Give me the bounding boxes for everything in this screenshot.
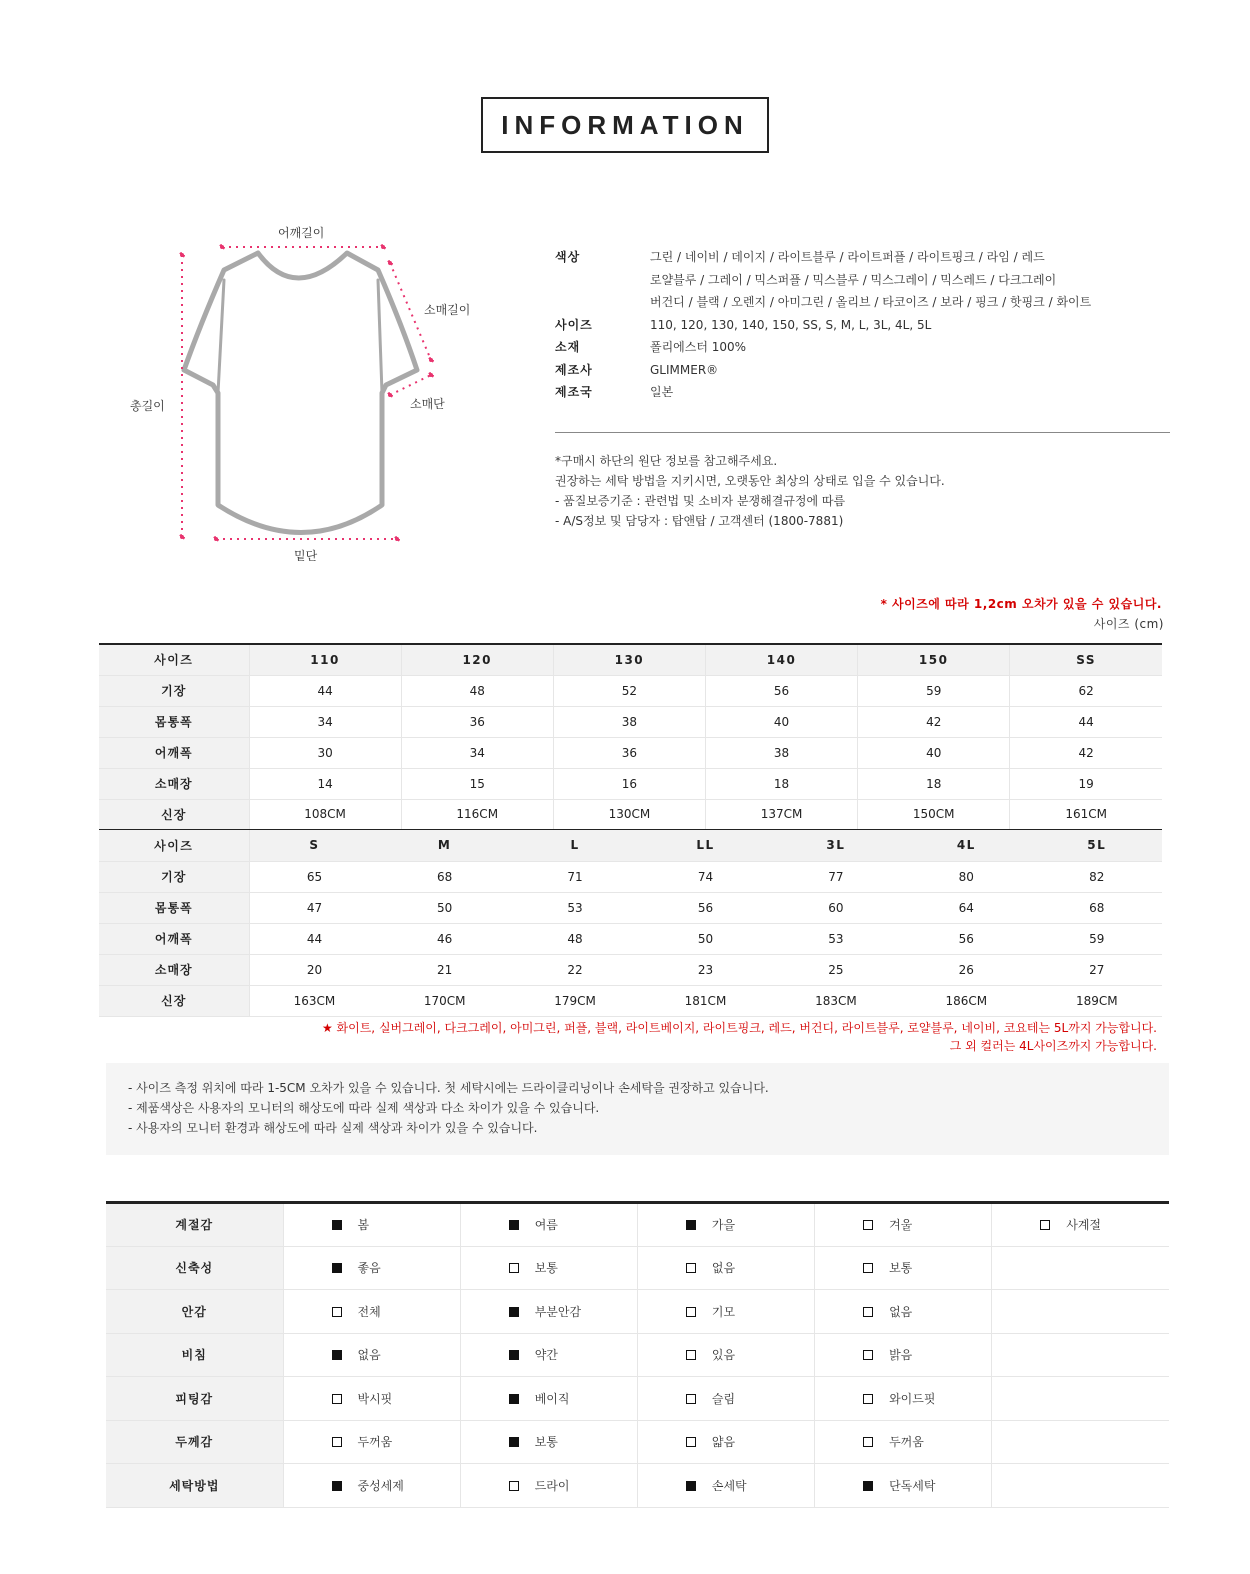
size-cell: 56 <box>640 892 770 923</box>
property-label: 두께감 <box>106 1420 283 1464</box>
size-cell: 47 <box>249 892 379 923</box>
page-title: INFORMATION <box>501 109 749 140</box>
property-option-text: 약간 <box>534 1348 558 1363</box>
size-row-label: 몸통폭 <box>99 706 249 737</box>
size-header-cell: 5L <box>1032 830 1162 861</box>
size-cell: 56 <box>705 675 857 706</box>
checked-box-icon <box>332 1481 342 1491</box>
property-option-text: 두꺼움 <box>357 1435 393 1450</box>
size-row-label: 신장 <box>99 985 249 1016</box>
unchecked-box-icon <box>332 1307 342 1317</box>
info-row <box>555 359 1091 382</box>
size-cell: 68 <box>1032 892 1162 923</box>
size-row <box>99 923 1162 954</box>
size-cell: 68 <box>379 861 509 892</box>
size-cell: 74 <box>640 861 770 892</box>
unchecked-box-icon <box>509 1263 519 1273</box>
note-line: - A/S정보 및 담당자 : 탑앤탑 / 고객센터 (1800-7881) <box>555 514 844 528</box>
size-cell: 62 <box>1010 675 1162 706</box>
property-option <box>992 1377 1169 1421</box>
size-cell: 44 <box>1010 706 1162 737</box>
unchecked-box-icon <box>332 1394 342 1404</box>
size-cell: 21 <box>379 954 509 985</box>
info-row <box>555 314 1091 337</box>
property-option-text: 있음 <box>711 1348 736 1363</box>
property-row <box>106 1377 1169 1421</box>
info-value-line: 110, 120, 130, 140, 150, SS, S, M, L, 3L, 4L, 5L <box>650 317 932 332</box>
size-cell: 56 <box>901 923 1031 954</box>
property-option-text: 겨울 <box>889 1218 913 1233</box>
property-option-text: 여름 <box>534 1218 558 1233</box>
tshirt-measurement-diagram <box>120 215 490 575</box>
size-cell: 18 <box>858 768 1010 799</box>
size-cell: 30 <box>249 737 401 768</box>
size-cell: 42 <box>858 706 1010 737</box>
size-cell: 40 <box>858 737 1010 768</box>
availability-line-1: 화이트, 실버그레이, 다크그레이, 아미그린, 퍼플, 블랙, 라이트베이지, 라이트핑크, 레드, 버건디, 라이트블루, 로얄블루, 네이비, 코요테는 5L까지 가능합니다. <box>332 1021 1157 1035</box>
size-header-cell: 150 <box>858 644 1010 675</box>
info-value-line: 그린 / 네이비 / 데이지 / 라이트블루 / 라이트퍼플 / 라이트핑크 / 라임 / 레드 <box>650 250 1045 264</box>
unchecked-box-icon <box>1040 1220 1050 1230</box>
size-header-cell: 110 <box>249 644 401 675</box>
property-option-text: 없음 <box>889 1304 913 1319</box>
unchecked-box-icon <box>863 1350 873 1360</box>
size-cell: 52 <box>553 675 705 706</box>
size-header-cell: 120 <box>401 644 553 675</box>
hem-label: 밑단 <box>294 549 318 563</box>
checked-box-icon <box>509 1350 519 1360</box>
size-header-cell: 3L <box>771 830 901 861</box>
property-option-text: 손세탁 <box>711 1478 747 1493</box>
unchecked-box-icon <box>332 1437 342 1447</box>
size-row-label: 신장 <box>99 799 249 830</box>
property-option-text: 없음 <box>357 1348 381 1363</box>
property-option-text: 봄 <box>357 1218 370 1233</box>
size-cell: 53 <box>771 923 901 954</box>
property-option-text: 기모 <box>711 1304 736 1319</box>
info-divider <box>555 432 1170 433</box>
property-option-text: 전체 <box>357 1304 381 1319</box>
size-cell: 65 <box>249 861 379 892</box>
unchecked-box-icon <box>686 1263 696 1273</box>
unchecked-box-icon <box>686 1437 696 1447</box>
sleeve-end-label: 소매단 <box>410 397 445 411</box>
info-value <box>650 246 1091 314</box>
property-row <box>106 1464 1169 1508</box>
size-row <box>99 768 1162 799</box>
checked-box-icon <box>686 1481 696 1491</box>
property-option <box>637 1464 814 1508</box>
product-info-list <box>555 246 1091 404</box>
note-line: *구매시 하단의 원단 정보를 참고해주세요. <box>555 454 778 468</box>
size-header-row <box>99 830 1162 861</box>
total-length-label: 총길이 <box>130 399 165 413</box>
size-cell: 16 <box>553 768 705 799</box>
note-line: - 품질보증기준 : 관련법 및 소비자 분쟁해결규정에 따름 <box>555 494 846 508</box>
size-table-adult <box>99 830 1162 1017</box>
property-row <box>106 1246 1169 1290</box>
size-cell: 36 <box>553 737 705 768</box>
size-cell: 48 <box>401 675 553 706</box>
information-title-box <box>481 97 769 153</box>
property-option-text: 베이직 <box>534 1391 570 1406</box>
size-table-kids <box>99 643 1162 831</box>
property-option-text: 단독세탁 <box>889 1478 936 1493</box>
size-row-label: 기장 <box>99 675 249 706</box>
size-header-cell: LL <box>640 830 770 861</box>
size-row-label: 어깨폭 <box>99 923 249 954</box>
checked-box-icon <box>509 1394 519 1404</box>
size-availability-note <box>322 1019 1157 1055</box>
property-option <box>637 1420 814 1464</box>
property-option <box>815 1290 992 1334</box>
info-value-line: 일본 <box>650 385 674 399</box>
size-row <box>99 706 1162 737</box>
size-cell: 116CM <box>401 799 553 830</box>
size-row-label: 소매장 <box>99 954 249 985</box>
size-header-label: 사이즈 <box>99 830 249 861</box>
purchase-notes <box>555 451 945 531</box>
size-header-cell: S <box>249 830 379 861</box>
property-option-text: 부분안감 <box>534 1304 582 1319</box>
unchecked-box-icon <box>863 1263 873 1273</box>
size-cell: 181CM <box>640 985 770 1016</box>
size-cell: 42 <box>1010 737 1162 768</box>
checked-box-icon <box>686 1220 696 1230</box>
property-option-text: 가을 <box>711 1218 736 1233</box>
size-header-cell: SS <box>1010 644 1162 675</box>
size-cell: 44 <box>249 675 401 706</box>
property-option-text: 두꺼움 <box>889 1435 924 1450</box>
checked-box-icon <box>332 1350 342 1360</box>
fabric-properties-table <box>106 1201 1169 1508</box>
size-cell: 186CM <box>901 985 1031 1016</box>
size-cell: 183CM <box>771 985 901 1016</box>
info-value <box>650 359 718 382</box>
info-key: 사이즈 <box>555 317 593 332</box>
info-value <box>650 336 746 359</box>
property-option <box>283 1420 460 1464</box>
size-row-label: 소매장 <box>99 768 249 799</box>
info-row <box>555 336 1091 359</box>
size-cell: 19 <box>1010 768 1162 799</box>
property-option <box>992 1246 1169 1290</box>
size-cell: 161CM <box>1010 799 1162 830</box>
property-option <box>283 1377 460 1421</box>
care-note-line: - 사이즈 측정 위치에 따라 1-5CM 오차가 있을 수 있습니다. 첫 세탁시에는 드라이클리닝이나 손세탁을 권장하고 있습니다. <box>128 1081 769 1095</box>
size-cell: 34 <box>249 706 401 737</box>
info-key: 색상 <box>555 250 581 264</box>
checked-box-icon <box>332 1220 342 1230</box>
property-option-text: 박시핏 <box>357 1391 393 1406</box>
unchecked-box-icon <box>863 1394 873 1404</box>
property-option <box>637 1333 814 1377</box>
property-option <box>460 1290 637 1334</box>
size-row <box>99 861 1162 892</box>
property-row <box>106 1290 1169 1334</box>
unchecked-box-icon <box>863 1437 873 1447</box>
property-label: 계절감 <box>106 1203 283 1247</box>
property-row <box>106 1420 1169 1464</box>
size-header-row <box>99 644 1162 675</box>
size-cell: 59 <box>1032 923 1162 954</box>
size-cell: 150CM <box>858 799 1010 830</box>
property-option <box>283 1464 460 1508</box>
property-option-text: 좋음 <box>357 1261 381 1276</box>
checked-box-icon <box>863 1481 873 1491</box>
size-row-label: 기장 <box>99 861 249 892</box>
property-option-text: 밝음 <box>889 1348 913 1363</box>
size-cell: 60 <box>771 892 901 923</box>
size-row <box>99 675 1162 706</box>
shoulder-length-label: 어깨길이 <box>278 226 325 240</box>
size-cell: 179CM <box>510 985 640 1016</box>
info-value-line: 버건디 / 블랙 / 오렌지 / 아미그린 / 올리브 / 타코이즈 / 보라 / 핑크 / 핫핑크 / 화이트 <box>650 295 1092 309</box>
property-option <box>283 1203 460 1247</box>
info-value <box>650 314 931 337</box>
size-cell: 25 <box>771 954 901 985</box>
info-key: 제조사 <box>555 362 593 377</box>
property-option-text: 사계절 <box>1066 1218 1102 1233</box>
property-option <box>992 1464 1169 1508</box>
property-label: 비침 <box>106 1333 283 1377</box>
property-option-text: 보통 <box>534 1261 558 1276</box>
size-cell: 108CM <box>249 799 401 830</box>
size-cell: 18 <box>705 768 857 799</box>
property-option <box>815 1420 992 1464</box>
size-row <box>99 954 1162 985</box>
property-option-text: 와이드핏 <box>889 1391 936 1406</box>
unchecked-box-icon <box>509 1481 519 1491</box>
property-option <box>637 1377 814 1421</box>
size-header-cell: 140 <box>705 644 857 675</box>
size-cell: 53 <box>510 892 640 923</box>
size-cell: 20 <box>249 954 379 985</box>
property-option <box>815 1333 992 1377</box>
property-option <box>283 1333 460 1377</box>
property-label: 안감 <box>106 1290 283 1334</box>
property-option <box>637 1246 814 1290</box>
checked-box-icon <box>332 1263 342 1273</box>
property-option-text: 드라이 <box>534 1478 570 1493</box>
size-cell: 82 <box>1032 861 1162 892</box>
size-cell: 71 <box>510 861 640 892</box>
property-option <box>460 1246 637 1290</box>
property-option <box>815 1377 992 1421</box>
size-cell: 46 <box>379 923 509 954</box>
property-option-text: 보통 <box>889 1261 913 1276</box>
size-cell: 50 <box>640 923 770 954</box>
size-cell: 14 <box>249 768 401 799</box>
size-row <box>99 737 1162 768</box>
size-cell: 80 <box>901 861 1031 892</box>
size-cell: 38 <box>705 737 857 768</box>
size-header-cell: 130 <box>553 644 705 675</box>
size-header-cell: M <box>379 830 509 861</box>
size-cell: 170CM <box>379 985 509 1016</box>
size-unit-label: 사이즈 (cm) <box>1093 617 1164 631</box>
size-cell: 26 <box>901 954 1031 985</box>
size-cell: 64 <box>901 892 1031 923</box>
care-notes-box <box>106 1063 1169 1155</box>
size-cell: 36 <box>401 706 553 737</box>
property-label: 피팅감 <box>106 1377 283 1421</box>
property-option <box>815 1246 992 1290</box>
property-option <box>992 1290 1169 1334</box>
size-cell: 34 <box>401 737 553 768</box>
size-cell: 50 <box>379 892 509 923</box>
unchecked-box-icon <box>686 1350 696 1360</box>
property-option <box>992 1420 1169 1464</box>
size-row-label: 어깨폭 <box>99 737 249 768</box>
size-cell: 27 <box>1032 954 1162 985</box>
size-cell: 40 <box>705 706 857 737</box>
info-key: 제조국 <box>555 385 593 399</box>
checked-box-icon <box>509 1220 519 1230</box>
unchecked-box-icon <box>863 1220 873 1230</box>
property-option-text: 중성세제 <box>357 1478 404 1493</box>
availability-line-2: 그 외 컬러는 4L사이즈까지 가능합니다. <box>949 1039 1157 1053</box>
care-note-line: - 제품색상은 사용자의 모니터의 해상도에 따라 실제 색상과 다소 차이가 있을 수 있습니다. <box>128 1101 600 1115</box>
property-option <box>460 1333 637 1377</box>
size-header-cell: L <box>510 830 640 861</box>
size-cell: 44 <box>249 923 379 954</box>
size-header-cell: 4L <box>901 830 1031 861</box>
size-cell: 137CM <box>705 799 857 830</box>
size-cell: 23 <box>640 954 770 985</box>
size-cell: 48 <box>510 923 640 954</box>
property-option-text: 얇음 <box>711 1435 736 1450</box>
size-cell: 38 <box>553 706 705 737</box>
property-option <box>992 1333 1169 1377</box>
property-option <box>283 1290 460 1334</box>
info-value-line: 로얄블루 / 그레이 / 믹스퍼플 / 믹스블루 / 믹스그레이 / 믹스레드 / 다크그레이 <box>650 272 1057 287</box>
size-cell: 163CM <box>249 985 379 1016</box>
info-row <box>555 381 1091 404</box>
property-option-text: 슬림 <box>711 1391 736 1406</box>
care-note-line: - 사용자의 모니터 환경과 해상도에 따라 실제 색상과 차이가 있을 수 있습니다. <box>128 1121 538 1135</box>
property-option <box>460 1464 637 1508</box>
property-label: 신축성 <box>106 1246 283 1290</box>
size-header-label: 사이즈 <box>99 644 249 675</box>
size-cell: 77 <box>771 861 901 892</box>
info-value-line: 폴리에스터 100% <box>650 340 747 354</box>
property-row <box>106 1333 1169 1377</box>
property-option <box>815 1464 992 1508</box>
size-cell: 189CM <box>1032 985 1162 1016</box>
property-option <box>460 1420 637 1464</box>
size-row-label: 몸통폭 <box>99 892 249 923</box>
property-option-text: 보통 <box>534 1435 558 1450</box>
property-option <box>992 1203 1169 1247</box>
size-row <box>99 985 1162 1016</box>
size-row <box>99 799 1162 830</box>
sleeve-length-label: 소매길이 <box>424 303 471 317</box>
property-option <box>460 1377 637 1421</box>
size-tolerance-warning: * 사이즈에 따라 1,2cm 오차가 있을 수 있습니다. <box>880 597 1162 611</box>
unchecked-box-icon <box>686 1307 696 1317</box>
star-icon: ★ <box>321 1021 333 1035</box>
info-row <box>555 246 1091 314</box>
unchecked-box-icon <box>863 1307 873 1317</box>
property-option <box>637 1290 814 1334</box>
property-label: 세탁방법 <box>106 1464 283 1508</box>
info-value-line: GLIMMER® <box>650 362 719 377</box>
property-option <box>815 1203 992 1247</box>
info-value <box>650 381 673 404</box>
checked-box-icon <box>509 1307 519 1317</box>
info-key: 소재 <box>555 340 581 354</box>
size-cell: 59 <box>858 675 1010 706</box>
size-row <box>99 892 1162 923</box>
property-option-text: 없음 <box>711 1261 736 1276</box>
property-option <box>460 1203 637 1247</box>
unchecked-box-icon <box>686 1394 696 1404</box>
property-option <box>283 1246 460 1290</box>
size-cell: 22 <box>510 954 640 985</box>
checked-box-icon <box>509 1437 519 1447</box>
property-row <box>106 1203 1169 1247</box>
size-cell: 15 <box>401 768 553 799</box>
size-cell: 130CM <box>553 799 705 830</box>
note-line: 권장하는 세탁 방법을 지키시면, 오랫동안 최상의 상태로 입을 수 있습니다. <box>555 474 945 488</box>
property-option <box>637 1203 814 1247</box>
